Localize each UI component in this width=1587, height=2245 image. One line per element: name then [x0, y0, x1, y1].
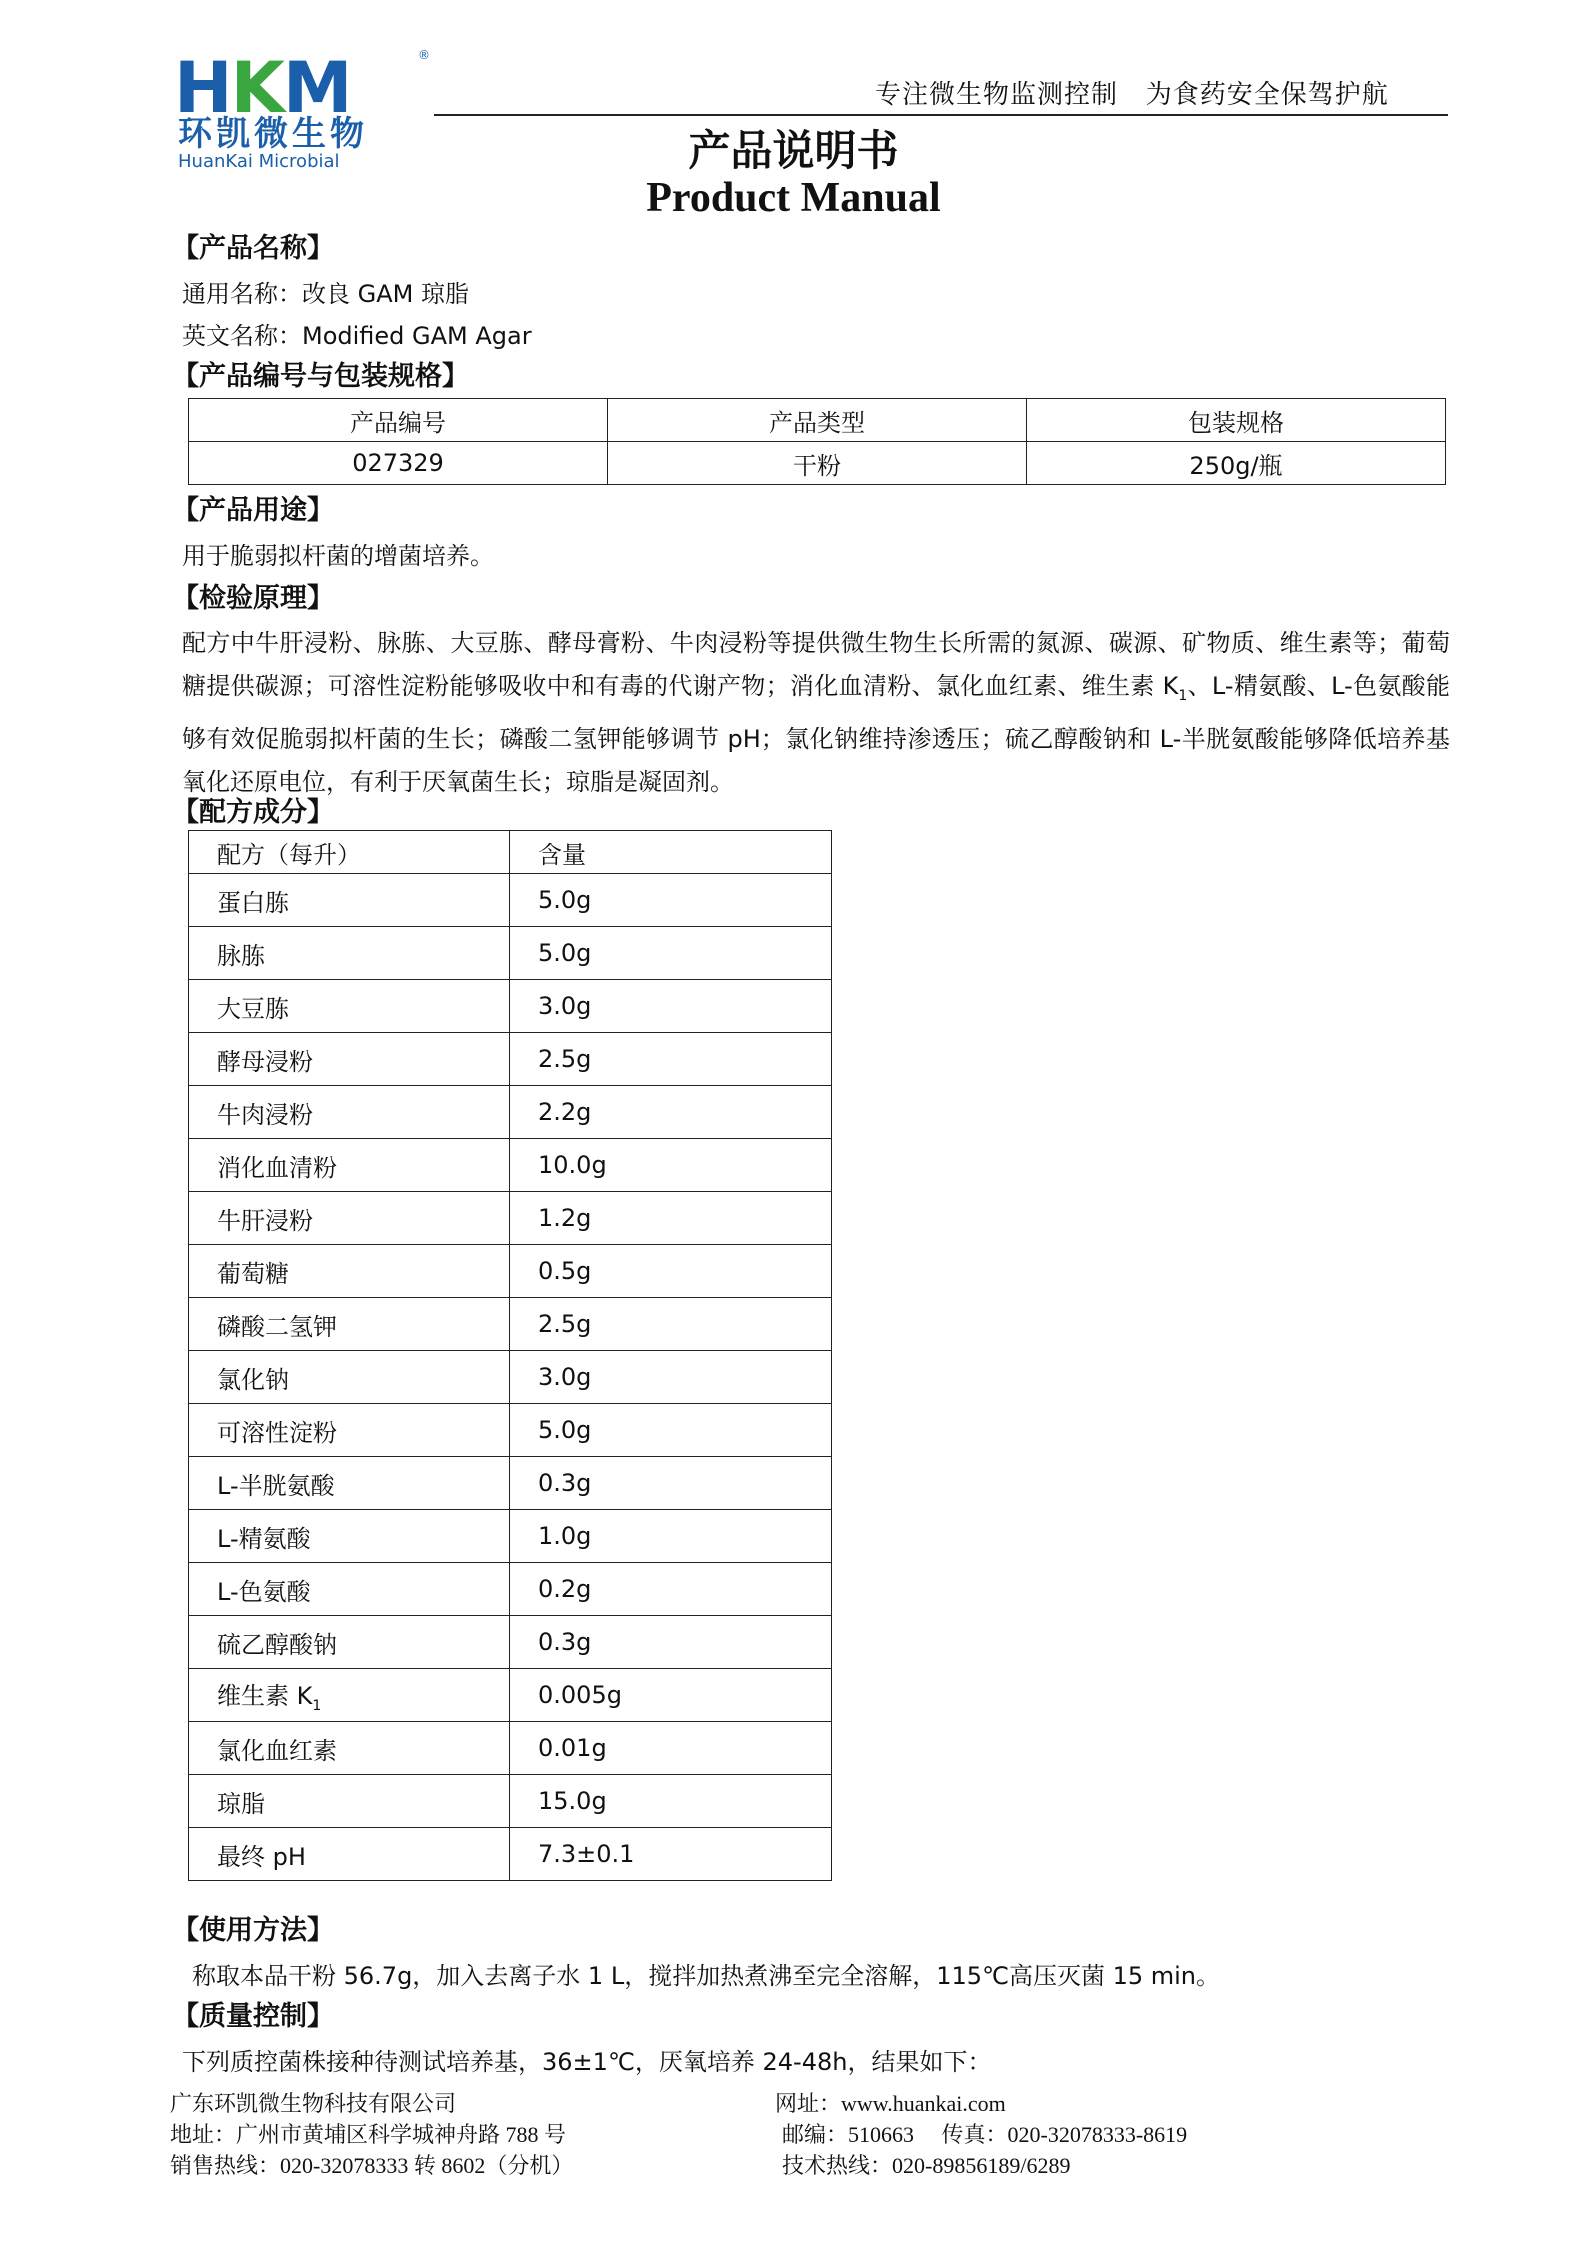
- ingredient-name-text: 葡萄糖: [217, 1259, 289, 1288]
- section-heading-usage: 【产品用途】: [172, 495, 334, 526]
- footer-company: 广东环凯微生物科技有限公司: [170, 2091, 457, 2116]
- ingredient-amount: 5.0g: [510, 927, 832, 980]
- principle-text-part-2: 、L-精氨酸、L-色氨酸能够有效促脆弱拟杆菌的生长；磷酸二氢钾能够调节 pH；氯化钠维持渗透压；硫乙醇酸钠和 L-半胱氨酸能够降低培养基氧化还原电位，有利于厌氧菌生长；琼脂是凝固剂。: [182, 672, 1451, 796]
- quality-text: 下列质控菌株接种待测试培养基，36±1℃，厌氧培养 24-48h，结果如下：: [182, 2048, 992, 2076]
- table-row: [189, 1245, 832, 1298]
- logo-letter-m: M: [282, 47, 351, 129]
- table-row: [189, 1192, 832, 1245]
- ingredient-name-text: 维生素 K: [217, 1682, 313, 1711]
- ingredient-name: [189, 1828, 510, 1881]
- principle-text: [182, 622, 1450, 804]
- registered-mark: ®: [418, 48, 430, 62]
- ingredient-name: [189, 1669, 510, 1722]
- ingredient-name-text: 氯化血红素: [217, 1736, 337, 1765]
- principle-subscript: 1: [1178, 687, 1188, 704]
- ingredient-name-text: 消化血清粉: [217, 1153, 337, 1182]
- col-package-spec: 包装规格: [1027, 399, 1446, 442]
- section-heading-method: 【使用方法】: [172, 1915, 334, 1946]
- ingredient-amount: 5.0g: [510, 1404, 832, 1457]
- ingredient-name: [189, 1722, 510, 1775]
- table-row: [189, 442, 1446, 485]
- section-heading-product-name: 【产品名称】: [172, 233, 334, 264]
- table-row: [189, 1510, 832, 1563]
- principle-text-part-1: 配方中牛肝浸粉、脉胨、大豆胨、酵母膏粉、牛肉浸粉等提供微生物生长所需的氮源、碳源、矿物质、维生素等；葡萄糖提供碳源；可溶性淀粉能够吸收中和有毒的代谢产物；消化血清粉、氯化血红素、维生素 K: [182, 629, 1450, 700]
- ingredient-name: [189, 1563, 510, 1616]
- ingredient-name: [189, 927, 510, 980]
- ingredient-amount: 0.3g: [510, 1616, 832, 1669]
- package-spec: 250g/瓶: [1027, 442, 1446, 485]
- ingredient-name-text: 琼脂: [217, 1789, 265, 1818]
- ingredient-name-text: 最终 pH: [217, 1842, 306, 1871]
- footer-address: 地址：广州市黄埔区科学城神舟路 788 号: [170, 2122, 567, 2147]
- table-row: [189, 980, 832, 1033]
- ingredient-name: [189, 980, 510, 1033]
- col-amount: 含量: [510, 831, 832, 874]
- product-code: 027329: [189, 442, 608, 485]
- ingredient-name-text: L-色氨酸: [217, 1577, 311, 1606]
- ingredient-name-text: 酵母浸粉: [217, 1047, 313, 1076]
- ingredient-amount: 0.2g: [510, 1563, 832, 1616]
- section-heading-principle: 【检验原理】: [172, 583, 334, 614]
- ingredient-amount: 2.5g: [510, 1033, 832, 1086]
- logo-letter-k: K: [230, 47, 283, 129]
- table-row: [189, 1457, 832, 1510]
- ingredient-name: [189, 1351, 510, 1404]
- ingredient-amount: 15.0g: [510, 1775, 832, 1828]
- ingredient-name: [189, 874, 510, 927]
- ingredient-amount: 0.005g: [510, 1669, 832, 1722]
- section-heading-quality: 【质量控制】: [172, 2001, 334, 2032]
- ingredient-subscript: 1: [312, 1697, 322, 1714]
- ingredient-name-text: 蛋白胨: [217, 888, 289, 917]
- english-name: 英文名称：Modified GAM Agar: [182, 322, 532, 350]
- ingredient-amount: 3.0g: [510, 1351, 832, 1404]
- footer-tech-hotline: 技术热线：020-89856189/6289: [782, 2153, 1071, 2178]
- footer-website: 网址：www.huankai.com: [775, 2091, 1006, 2116]
- table-row: [189, 874, 832, 927]
- ingredient-amount: 1.2g: [510, 1192, 832, 1245]
- table-row: [189, 1298, 832, 1351]
- logo-letter-h: H: [174, 47, 231, 129]
- table-row: [189, 1669, 832, 1722]
- ingredient-name-text: 硫乙醇酸钠: [217, 1630, 337, 1659]
- logo-chinese-name: 环凯微生物: [178, 114, 368, 154]
- ingredient-name-text: 大豆胨: [217, 994, 289, 1023]
- ingredient-name-text: 可溶性淀粉: [217, 1418, 337, 1447]
- logo-english-name: HuanKai Microbial: [178, 151, 340, 172]
- table-row: [189, 1033, 832, 1086]
- common-name: 通用名称：改良 GAM 琼脂: [182, 280, 469, 308]
- product-type: 干粉: [608, 442, 1027, 485]
- table-row: [189, 1351, 832, 1404]
- table-row: [189, 1722, 832, 1775]
- ingredient-name: [189, 1139, 510, 1192]
- ingredient-amount: 5.0g: [510, 874, 832, 927]
- ingredient-name-text: 氯化钠: [217, 1365, 289, 1394]
- col-product-type: 产品类型: [608, 399, 1027, 442]
- header-divider: [434, 114, 1448, 116]
- ingredient-amount: 7.3±0.1: [510, 1828, 832, 1881]
- table-row: [189, 927, 832, 980]
- ingredient-amount: 2.2g: [510, 1086, 832, 1139]
- ingredient-name: [189, 1086, 510, 1139]
- ingredient-name: [189, 1510, 510, 1563]
- ingredient-name: [189, 1298, 510, 1351]
- col-product-code: 产品编号: [189, 399, 608, 442]
- table-row: [189, 1828, 832, 1881]
- formula-table: [188, 830, 832, 1881]
- table-row: [189, 1616, 832, 1669]
- packaging-table: [188, 398, 1446, 485]
- table-header-row: [189, 399, 1446, 442]
- section-heading-packaging: 【产品编号与包装规格】: [172, 361, 469, 392]
- ingredient-name-text: 牛肝浸粉: [217, 1206, 313, 1235]
- ingredient-name-text: L-半胱氨酸: [217, 1471, 335, 1500]
- slogan: 专注微生物监测控制 为食药安全保驾护航: [875, 80, 1389, 110]
- section-heading-formula: 【配方成分】: [172, 797, 334, 828]
- ingredient-amount: 2.5g: [510, 1298, 832, 1351]
- ingredient-amount: 0.5g: [510, 1245, 832, 1298]
- ingredient-name: [189, 1245, 510, 1298]
- ingredient-amount: 0.01g: [510, 1722, 832, 1775]
- table-row: [189, 1563, 832, 1616]
- col-ingredient: 配方（每升）: [189, 831, 510, 874]
- ingredient-name-text: 脉胨: [217, 941, 265, 970]
- ingredient-name: [189, 1616, 510, 1669]
- ingredient-amount: 10.0g: [510, 1139, 832, 1192]
- ingredient-name: [189, 1775, 510, 1828]
- usage-text: 用于脆弱拟杆菌的增菌培养。: [182, 542, 494, 570]
- table-row: [189, 1775, 832, 1828]
- table-row: [189, 1404, 832, 1457]
- ingredient-name-text: 磷酸二氢钾: [217, 1312, 337, 1341]
- method-text: 称取本品干粉 56.7g，加入去离子水 1 L，搅拌加热煮沸至完全溶解，115℃高压灭菌 15 min。: [192, 1962, 1221, 1990]
- footer-postcode-fax: 邮编：510663 传真：020-32078333-8619: [782, 2122, 1188, 2147]
- ingredient-name: [189, 1457, 510, 1510]
- ingredient-name-text: 牛肉浸粉: [217, 1100, 313, 1129]
- table-header-row: [189, 831, 832, 874]
- ingredient-name: [189, 1033, 510, 1086]
- ingredient-amount: 1.0g: [510, 1510, 832, 1563]
- ingredient-amount: 3.0g: [510, 980, 832, 1033]
- document-title-cn: 产品说明书: [688, 126, 899, 175]
- ingredient-name-text: L-精氨酸: [217, 1524, 311, 1553]
- ingredient-name: [189, 1404, 510, 1457]
- ingredient-name: [189, 1192, 510, 1245]
- document-title-en: Product Manual: [646, 175, 941, 221]
- table-row: [189, 1139, 832, 1192]
- footer-sales: 销售热线：020-32078333 转 8602（分机）: [170, 2153, 574, 2178]
- ingredient-amount: 0.3g: [510, 1457, 832, 1510]
- table-row: [189, 1086, 832, 1139]
